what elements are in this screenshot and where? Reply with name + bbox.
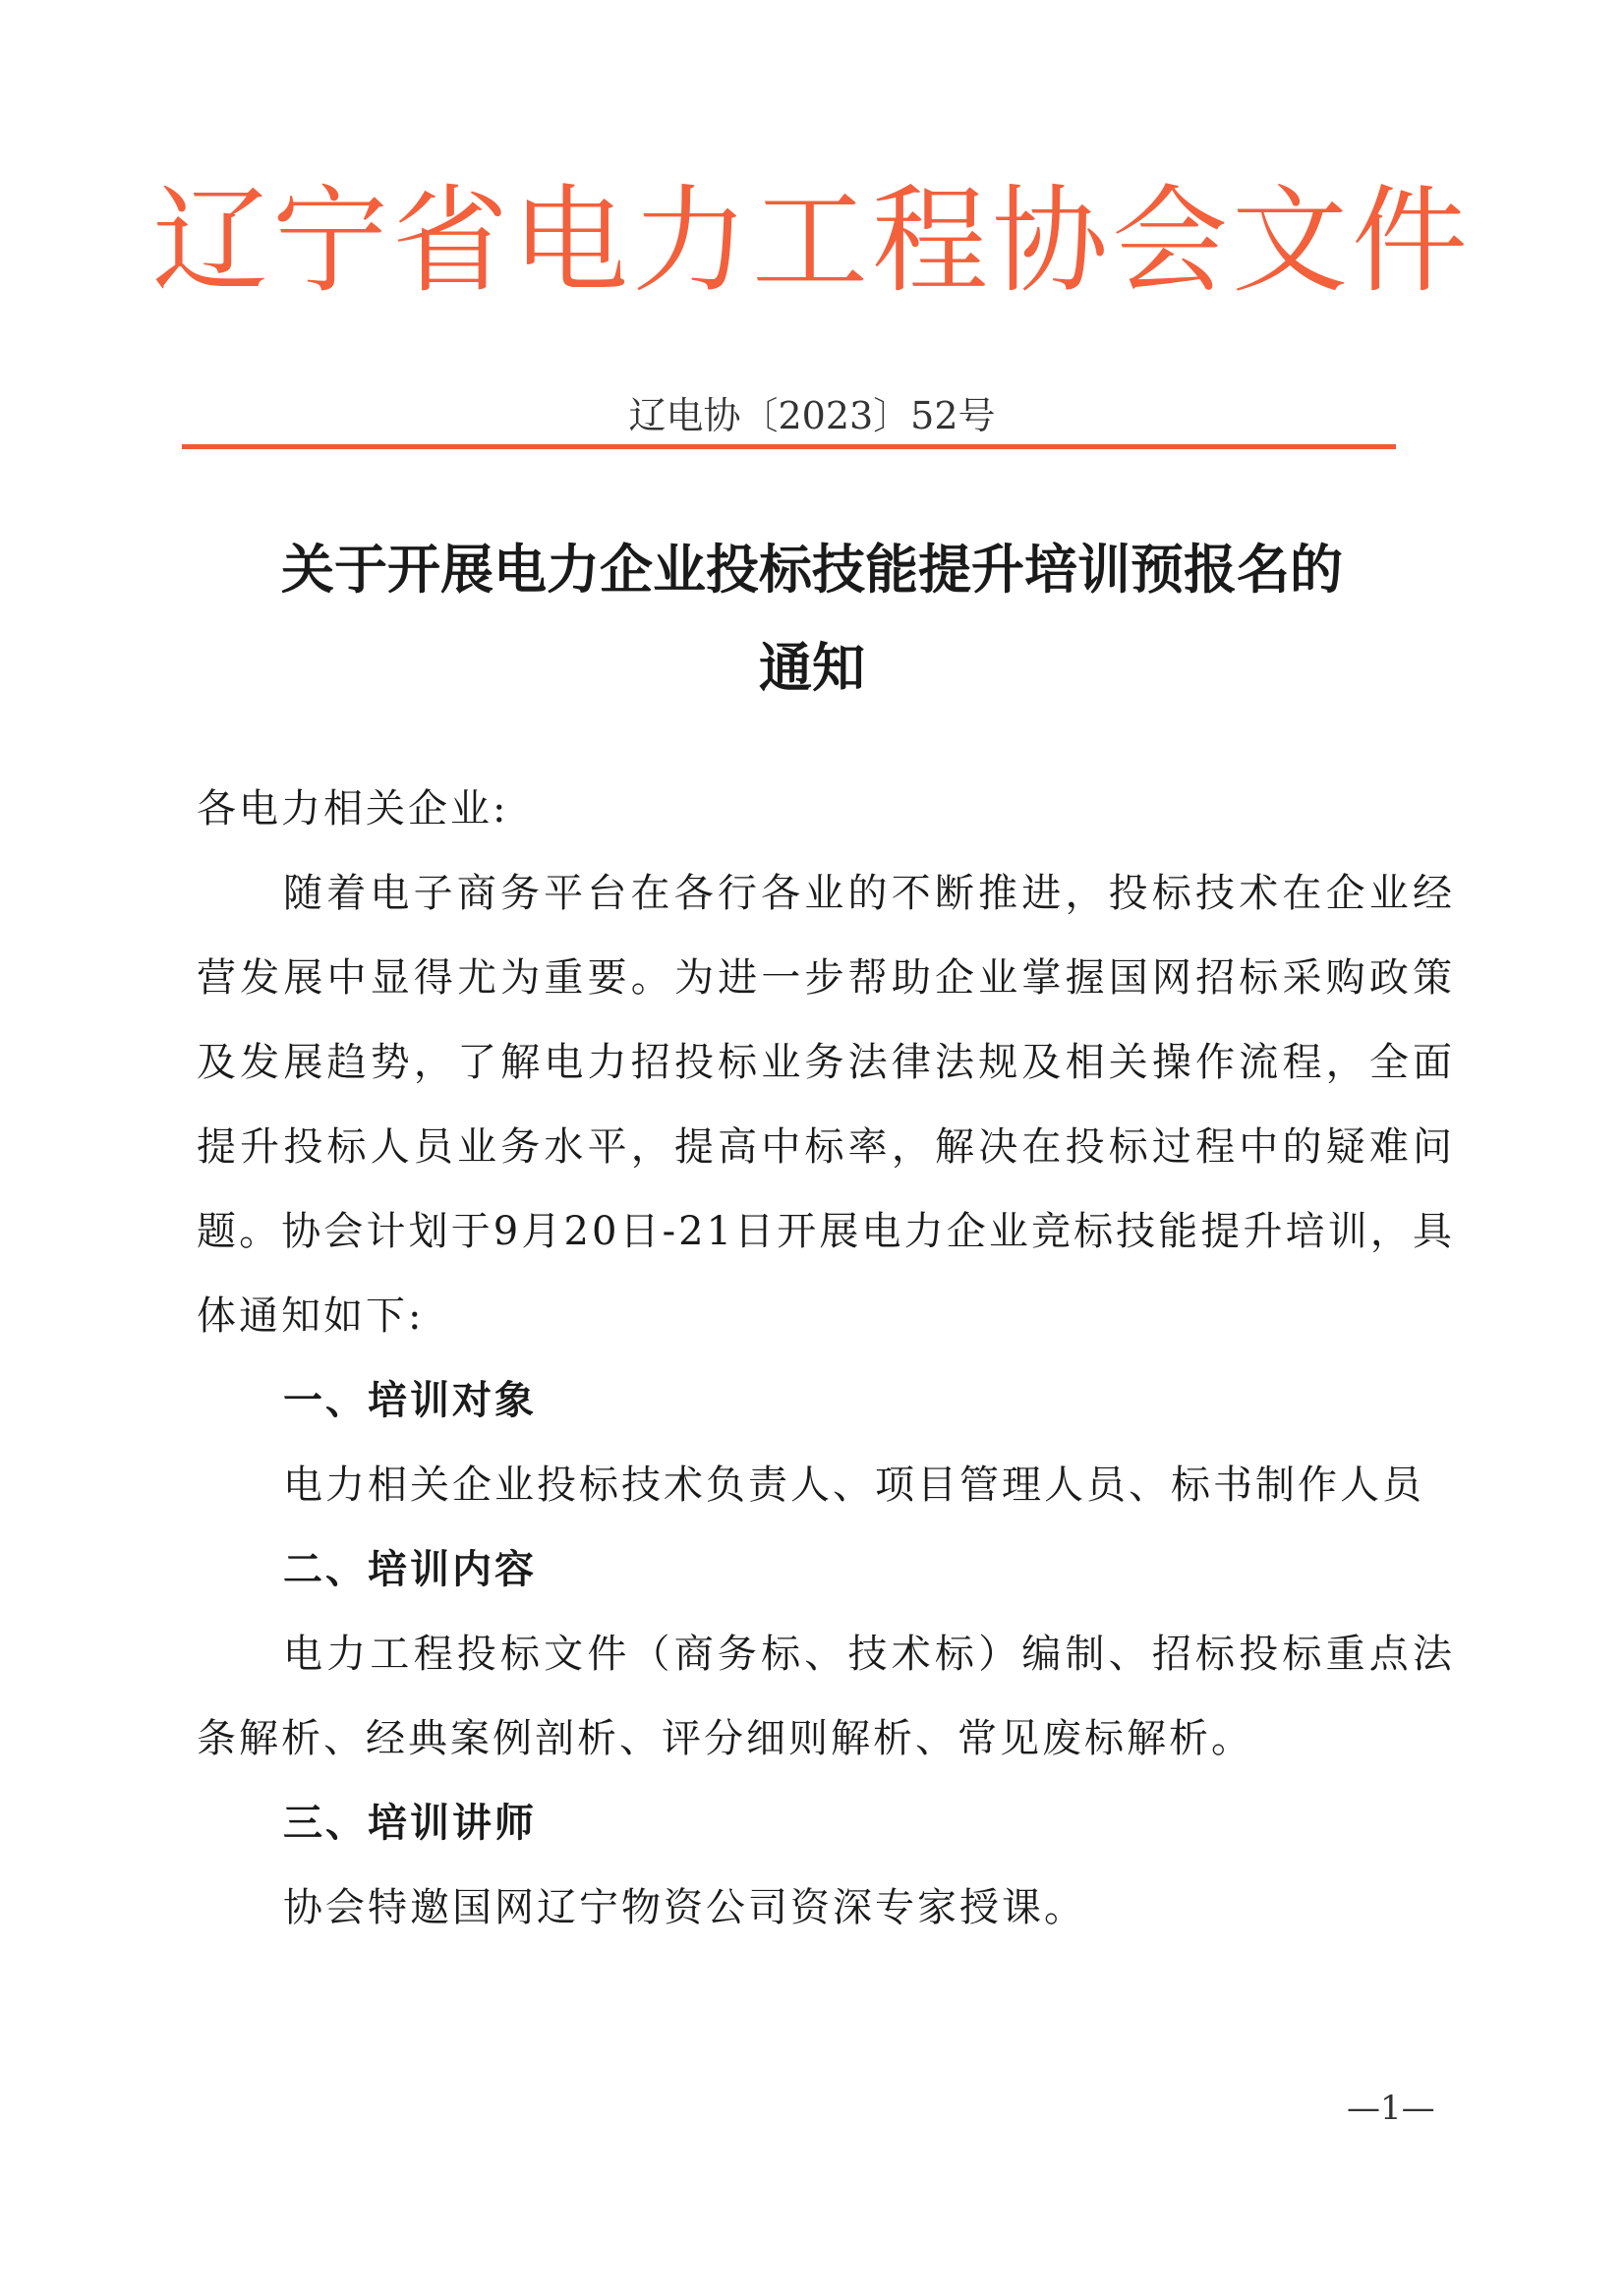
section-heading-content: 二、培训内容 xyxy=(283,1547,537,1592)
intro-paragraph: 随着电子商务平台在各行各业的不断推进，投标技术在企业经营发展中显得尤为重要。为进一步帮助企业掌握国网招标采购政策及发展趋势，了解电力招投标业务法律法规及相关操作流程，全面提升投标人员业务水平，提高中标率，解决在投标过程中的疑难问题。协会计划于9月20日-21日开展电力企业竞标技能提升培训，具体通知如下: xyxy=(197,871,1455,1339)
document-number: 辽电协〔2023〕52号 xyxy=(628,394,996,437)
section-heading-trainees: 一、培训对象 xyxy=(283,1378,537,1423)
section-body-content: 电力工程投标文件（商务标、技术标）编制、招标投标重点法条解析、经典案例剖析、评分细则解析、常见废标解析。 xyxy=(197,1632,1455,1761)
notice-body xyxy=(197,767,1455,1950)
notice-title-line-2: 通知 xyxy=(759,637,865,699)
notice-title xyxy=(157,521,1467,718)
notice-title-line-1: 关于开展电力企业投标技能提升培训预报名的 xyxy=(281,539,1343,601)
section-body-lecturer: 协会特邀国网辽宁物资公司资深专家授课。 xyxy=(283,1885,1086,1930)
salutation: 各电力相关企业: xyxy=(197,786,509,832)
page-number: —1— xyxy=(1347,2089,1435,2128)
section-body-trainees: 电力相关企业投标技术负责人、项目管理人员、标书制作人员 xyxy=(283,1463,1424,1508)
org-document-header: 辽宁省电力工程协会文件 xyxy=(151,173,1472,309)
red-divider-line xyxy=(182,444,1396,449)
section-heading-lecturer: 三、培训讲师 xyxy=(283,1801,537,1846)
